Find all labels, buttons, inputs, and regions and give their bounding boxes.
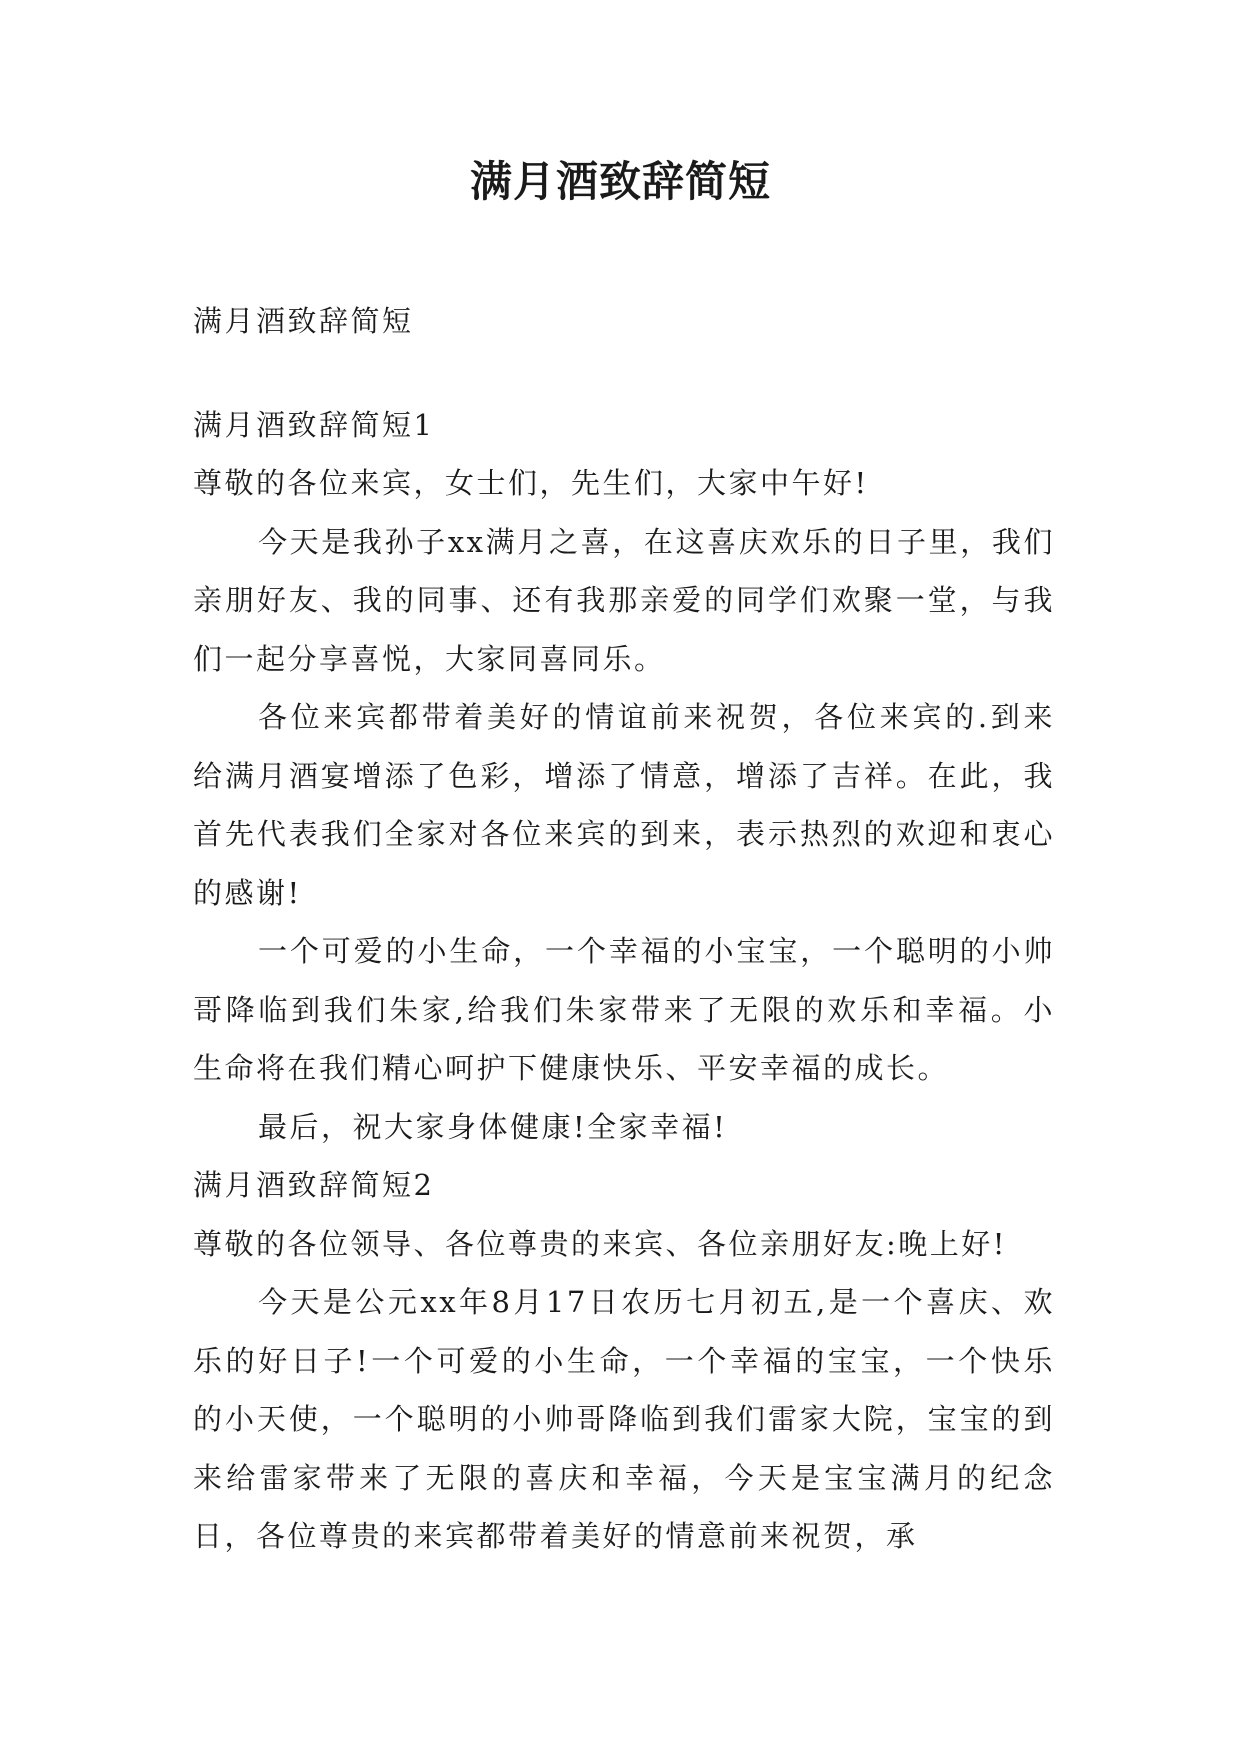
section-heading: 满月酒致辞简短2 — [193, 1168, 435, 1202]
body-paragraph: 今天是我孙子xx满月之喜，在这喜庆欢乐的日子里，我们亲朋好友、我的同事、还有我那亲爱的同学们欢聚一堂，与我们一起分享喜悦，大家同喜同乐。 — [193, 524, 1055, 676]
section-greeting: 尊敬的各位来宾，女士们，先生们，大家中午好! — [193, 466, 869, 500]
body-paragraph: 最后，祝大家身体健康!全家幸福! — [258, 1109, 728, 1144]
document-title: 满月酒致辞简短 — [469, 157, 771, 206]
document-body — [193, 292, 1055, 1566]
document-subtitle: 满月酒致辞简短 — [193, 304, 414, 338]
section-heading: 满月酒致辞简短1 — [193, 407, 435, 442]
body-paragraph: 今天是公元xx年8月17日农历七月初五,是一个喜庆、欢乐的好日子!一个可爱的小生命，一个幸福的宝宝，一个快乐的小天使，一个聪明的小帅哥降临到我们雷家大院，宝宝的到来给雷家带来了无限的喜庆和幸福，今天是宝宝满月的纪念日，各位尊贵的来宾都带着美好的情意前来祝贺，承 — [193, 1285, 1055, 1553]
body-paragraph: 一个可爱的小生命，一个幸福的小宝宝，一个聪明的小帅哥降临到我们朱家,给我们朱家带来了无限的欢乐和幸福。小生命将在我们精心呵护下健康快乐、平安幸福的成长。 — [193, 934, 1055, 1085]
body-paragraph: 各位来宾都带着美好的情谊前来祝贺，各位来宾的.到来给满月酒宴增添了色彩，增添了情意，增添了吉祥。在此，我首先代表我们全家对各位来宾的到来，表示热烈的欢迎和衷心的感谢! — [193, 700, 1055, 910]
section-greeting: 尊敬的各位领导、各位尊贵的来宾、各位亲朋好友:晚上好! — [193, 1226, 1007, 1261]
